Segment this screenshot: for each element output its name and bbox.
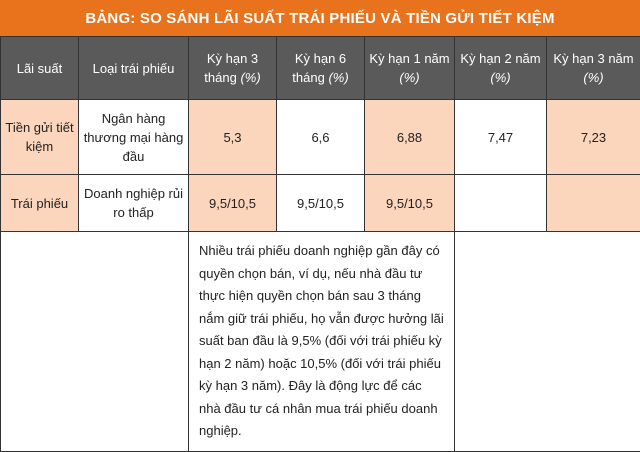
note-row — [1, 232, 640, 452]
cell-2-nam: 7,47 — [455, 100, 547, 175]
row-label: Tiền gửi tiết kiệm — [1, 100, 79, 175]
cell-6-thang: 9,5/10,5 — [277, 175, 365, 232]
header-row — [1, 37, 640, 100]
table-title: BẢNG: SO SÁNH LÃI SUẤT TRÁI PHIẾU VÀ TIỀN GỬI TIẾT KIỆM — [0, 0, 640, 36]
cell-1-nam: 6,88 — [365, 100, 455, 175]
table-row — [1, 175, 640, 232]
cell-3-nam — [547, 175, 640, 232]
cell-6-thang: 6,6 — [277, 100, 365, 175]
row-type: Doanh nghiệp rủi ro thấp — [79, 175, 189, 232]
row-type: Ngân hàng thương mại hàng đầu — [79, 100, 189, 175]
note-text: Nhiều trái phiếu doanh nghiệp gần đây có quyền chọn bán, ví dụ, nếu nhà đầu tư thực hiện quyền chọn bán sau 3 tháng nắm giữ trái phiếu, họ vẫn được hưởng lãi suất ban đầu là 9,5% (đối với trái phiếu kỳ hạn 2 năm) hoặc 10,5% (đối với trái phiếu kỳ hạn 3 năm). Đây là động lực để các nhà đầu tư cá nhân mua trái phiếu doanh nghiệp. — [189, 232, 455, 452]
header-3-thang: Kỳ hạn 3 tháng (%) — [189, 37, 277, 100]
row-label: Trái phiếu — [1, 175, 79, 232]
header-3-nam: Kỳ hạn 3 năm (%) — [547, 37, 640, 100]
header-1-nam: Kỳ hạn 1 năm (%) — [365, 37, 455, 100]
header-2-nam: Kỳ hạn 2 năm (%) — [455, 37, 547, 100]
header-lai-suat: Lãi suất — [1, 37, 79, 100]
cell-3-nam: 7,23 — [547, 100, 640, 175]
cell-3-thang: 9,5/10,5 — [189, 175, 277, 232]
cell-2-nam — [455, 175, 547, 232]
header-6-thang: Kỳ hạn 6 tháng (%) — [277, 37, 365, 100]
comparison-table — [0, 36, 640, 452]
header-loai-trai-phieu: Loại trái phiếu — [79, 37, 189, 100]
note-empty-cell — [1, 232, 189, 452]
note-empty-cell — [455, 232, 640, 452]
table-row — [1, 100, 640, 175]
cell-3-thang: 5,3 — [189, 100, 277, 175]
cell-1-nam: 9,5/10,5 — [365, 175, 455, 232]
